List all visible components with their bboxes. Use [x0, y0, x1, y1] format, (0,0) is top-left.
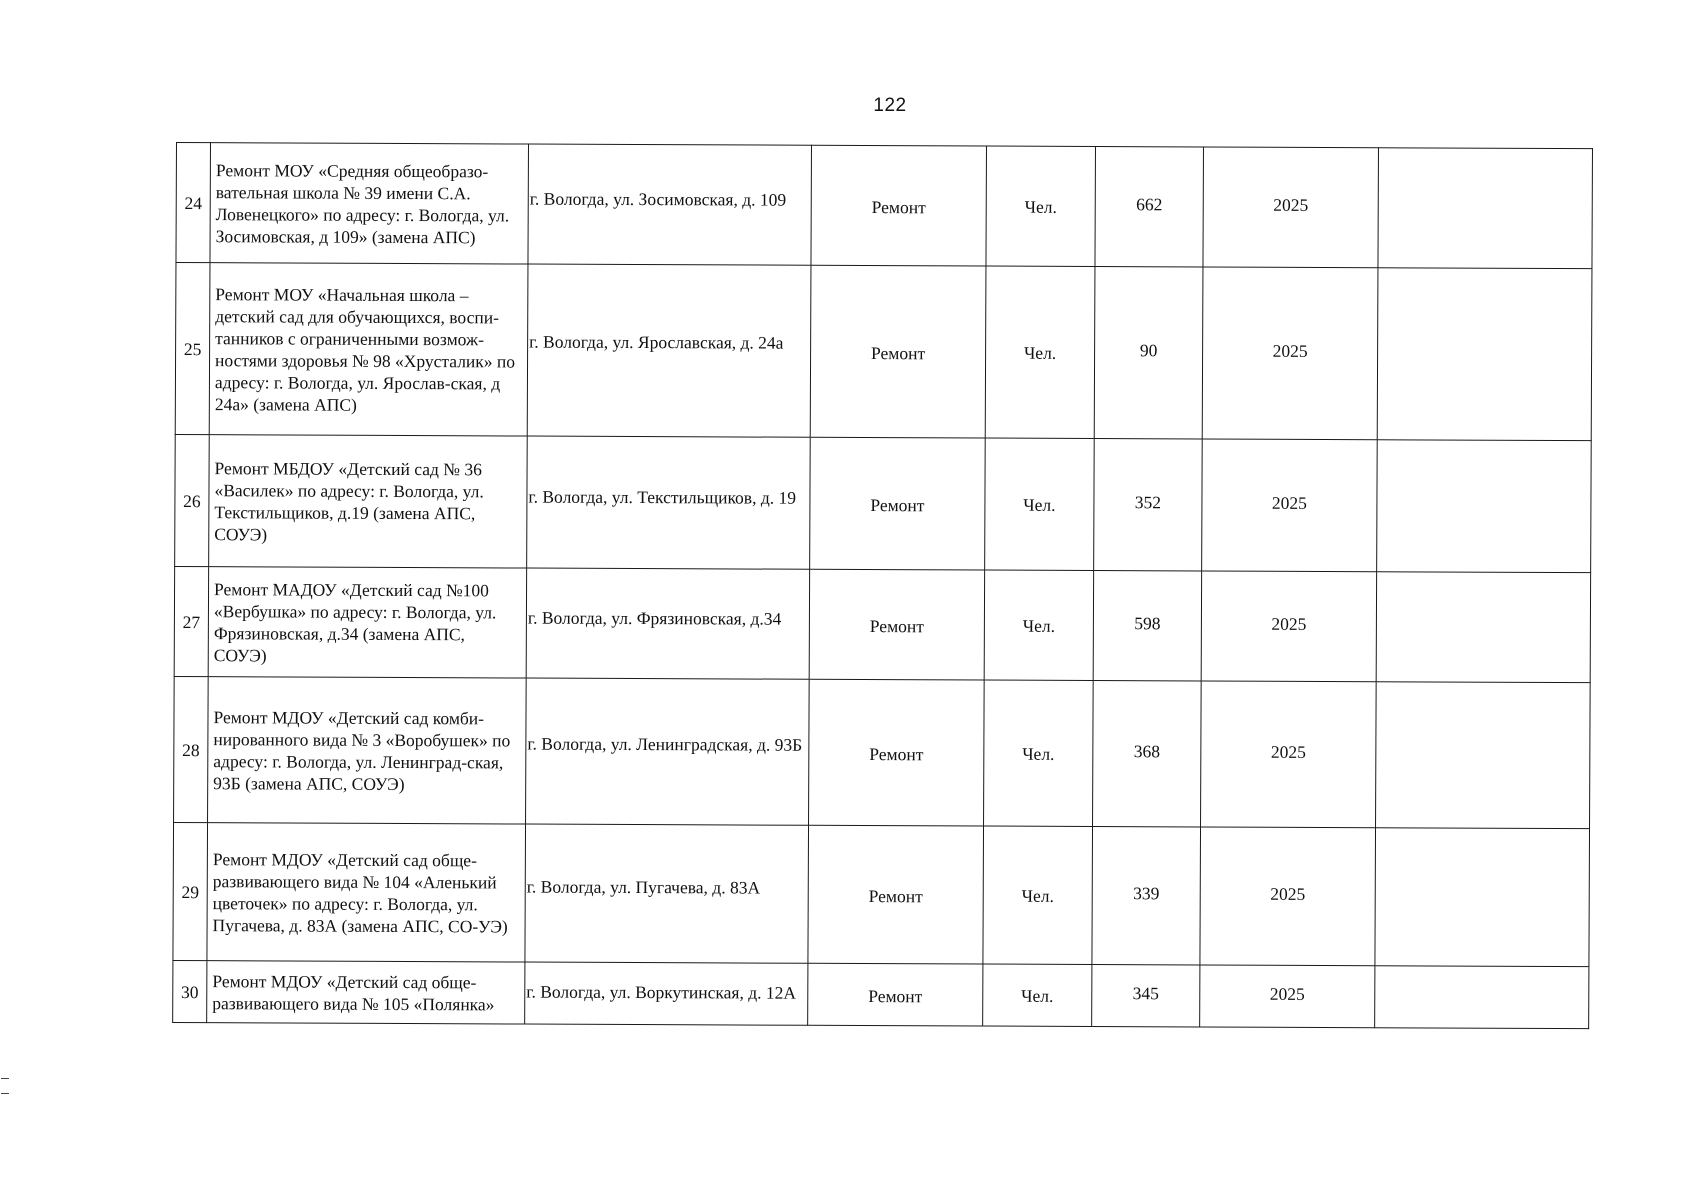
row-number: 26 [175, 434, 210, 566]
year: 2025 [1203, 147, 1379, 268]
object-name: Ремонт МДОУ «Детский сад обще-развивающего вида № 105 «Полянка» [207, 961, 525, 1024]
row-number: 25 [175, 263, 210, 435]
object-name: Ремонт МАДОУ «Детский сад №100 «Вербушка» по адресу: г. Вологда, ул. Фрязиновская, д.34 (замена АПС, СОУЭ) [208, 567, 526, 678]
measure-unit: Чел. [985, 438, 1095, 570]
table-row [173, 822, 1590, 966]
row-number: 27 [174, 566, 208, 676]
row-number: 29 [173, 822, 208, 960]
measure-unit: Чел. [984, 570, 1093, 680]
object-name: Ремонт МБДОУ «Детский сад № 36 «Василек» по адресу: г. Вологда, ул. Текстильщиков, д.19 (замена АПС, СОУЭ) [209, 435, 528, 568]
empty-cell [1375, 966, 1589, 1029]
document-table-wrapper [172, 142, 1592, 1029]
table-row [175, 263, 1592, 441]
work-type: Ремонт [810, 265, 986, 438]
measure-unit: Чел. [985, 266, 1095, 438]
quantity: 339 [1092, 827, 1201, 965]
empty-cell [1378, 148, 1593, 269]
object-address: г. Вологда, ул. Пугачева, д. 83А [525, 824, 809, 963]
quantity: 352 [1094, 439, 1203, 571]
quantity: 345 [1092, 965, 1200, 1027]
object-name: Ремонт МОУ «Начальная школа – детский сад для обучающихся, воспи-танников с ограниченными возмож-ностями здоровья № 98 «Хрусталик» по адресу: г. Вологда, ул. Ярослав-ская, д 24а» (замена АПС) [209, 263, 528, 436]
object-name: Ремонт МОУ «Средняя общеобразо-вательная школа № 39 имени С.А. Ловенецкого» по адресу: г. Вологда, ул. Зосимовская, д 109» (замена АПС) [210, 143, 529, 264]
quantity: 662 [1095, 147, 1204, 267]
table-row [176, 143, 1593, 269]
row-number: 28 [174, 676, 209, 822]
page-number: 122 [873, 95, 907, 116]
measure-unit: Чел. [986, 146, 1096, 266]
row-number: 30 [173, 960, 207, 1022]
year: 2025 [1202, 439, 1378, 572]
work-type: Ремонт [808, 963, 983, 1026]
object-address: г. Вологда, ул. Воркутинская, д. 12А [525, 962, 808, 1025]
object-address: г. Вологда, ул. Фрязиновская, д.34 [526, 568, 809, 679]
quantity: 368 [1093, 681, 1202, 827]
empty-cell [1376, 572, 1590, 683]
year: 2025 [1202, 267, 1378, 440]
empty-cell [1377, 440, 1592, 573]
table-row [175, 434, 1592, 572]
quantity: 598 [1093, 571, 1201, 681]
object-name: Ремонт МДОУ «Детский сад обще-развивающего вида № 104 «Аленький цветочек» по адресу: г. Вологда, ул. Пугачева, д. 83А (замена АПС, СО-УЭ) [207, 823, 526, 962]
year: 2025 [1201, 571, 1376, 682]
object-address: г. Вологда, ул. Ленинградская, д. 93Б [526, 678, 810, 825]
object-address: г. Вологда, ул. Зосимовская, д. 109 [528, 144, 812, 265]
empty-cell [1377, 268, 1592, 441]
work-type: Ремонт [809, 679, 985, 826]
empty-cell [1375, 828, 1590, 967]
empty-cell [1376, 682, 1591, 829]
object-name: Ремонт МДОУ «Детский сад комби-нированного вида № 3 «Воробушек» по адресу: г. Вологда, ул. Ленинград-ская, 93Б (замена АПС, СОУЭ) [208, 677, 527, 824]
table-row [174, 676, 1591, 828]
measure-unit: Чел. [983, 964, 1092, 1026]
work-type: Ремонт [809, 569, 984, 680]
year: 2025 [1200, 965, 1375, 1028]
work-type: Ремонт [808, 825, 984, 964]
year: 2025 [1200, 827, 1376, 966]
work-type: Ремонт [810, 437, 986, 570]
row-number: 24 [176, 143, 211, 263]
object-address: г. Вологда, ул. Ярославская, д. 24а [527, 264, 811, 437]
measure-unit: Чел. [984, 680, 1094, 826]
object-address: г. Вологда, ул. Текстильщиков, д. 19 [527, 436, 811, 569]
table-row [173, 960, 1589, 1028]
document-table [172, 142, 1593, 1029]
work-type: Ремонт [811, 145, 987, 266]
margin-scan-mark [1, 1078, 9, 1094]
measure-unit: Чел. [983, 826, 1093, 964]
table-row [174, 566, 1590, 682]
quantity: 90 [1094, 267, 1203, 439]
year: 2025 [1201, 681, 1377, 828]
